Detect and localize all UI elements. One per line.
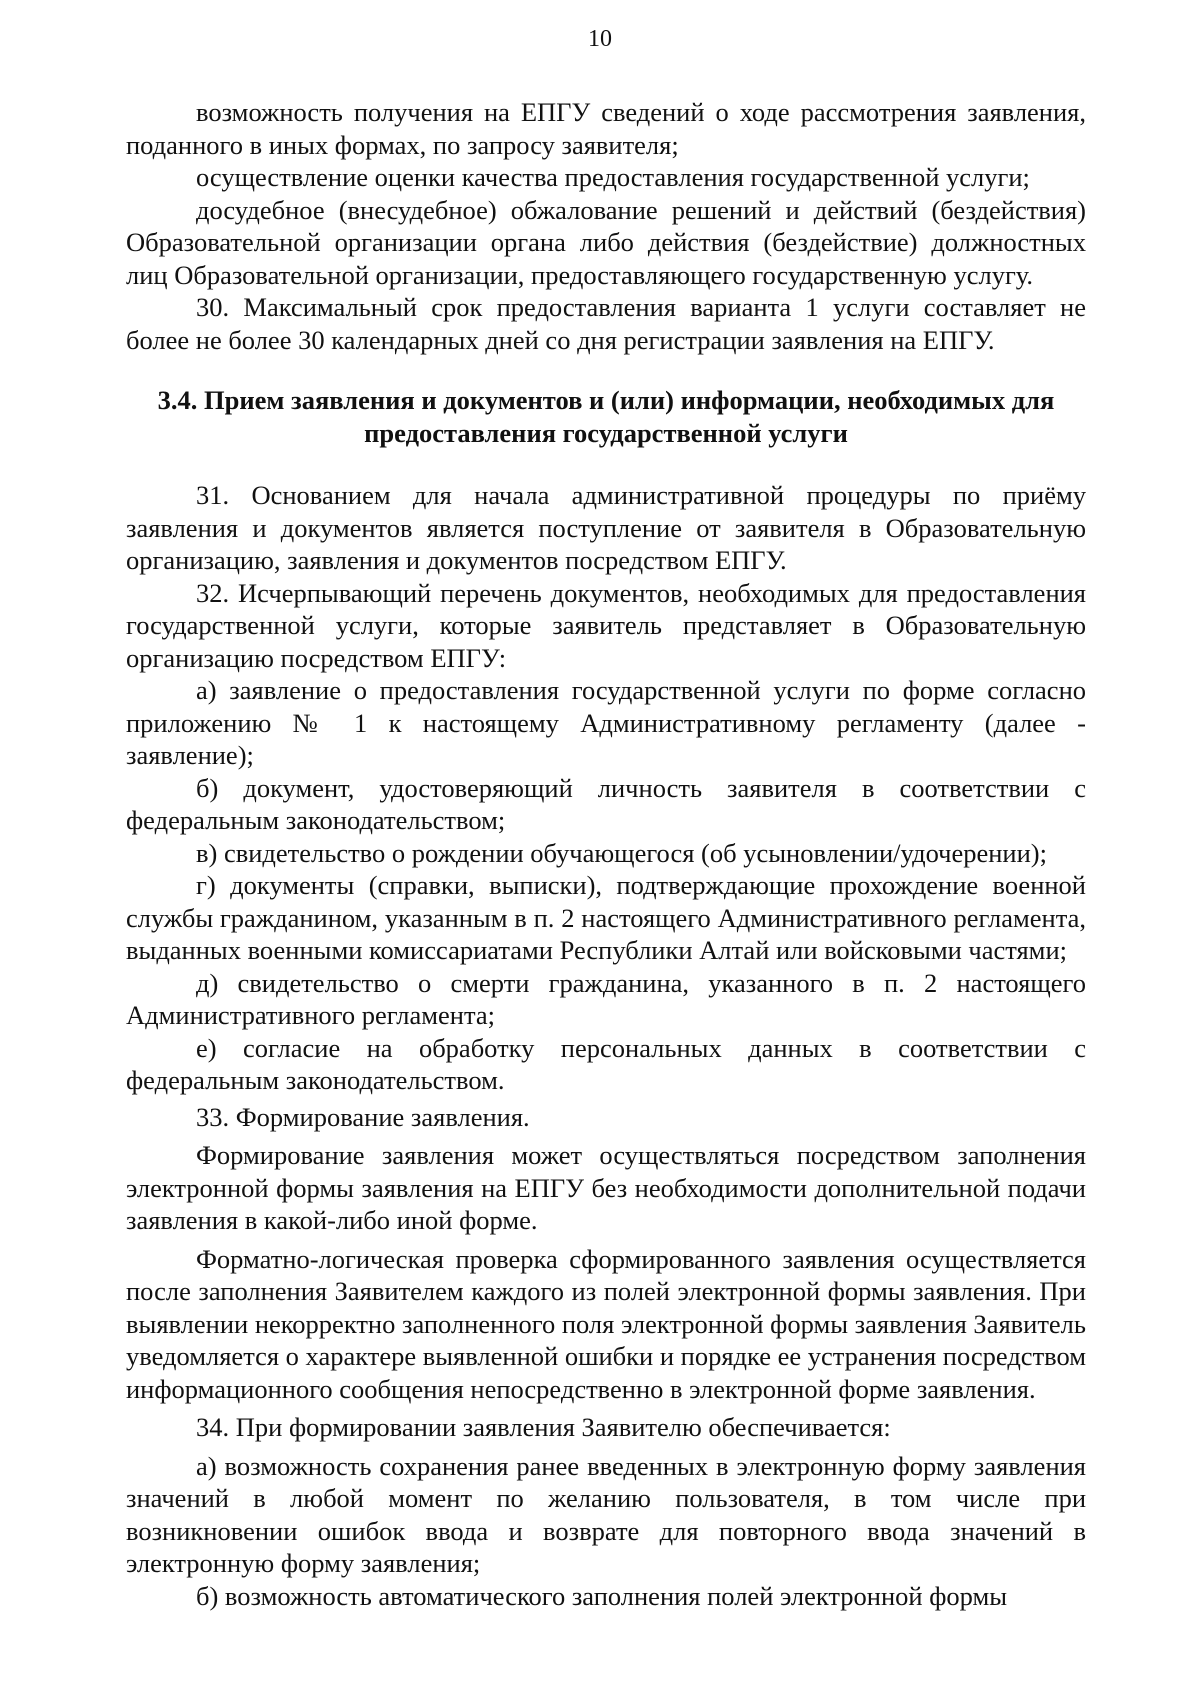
list-item: в) свидетельство о рождении обучающегося (об усыновлении/удочерении); <box>196 837 1047 868</box>
list-item: а) заявление о предоставления государственной услуги по форме согласно приложению № 1 к настоящему Административному регламенту (далее - заявление); <box>126 675 1086 770</box>
list-item: б) возможность автоматического заполнения полей электронной формы <box>196 1580 1008 1611</box>
list-item: д) свидетельство о смерти гражданина, указанного в п. 2 настоящего Административного регламента; <box>126 967 1086 1030</box>
paragraph: 31. Основанием для начала административной процедуры по приёму заявления и документов является поступление от заявителя в Образовательную организацию, заявления и документов посредством ЕПГУ. <box>126 480 1086 575</box>
paragraph: Форматно-логическая проверка сформированного заявления осуществляется после заполнения Заявителем каждого из полей электронной формы заявления. При выявлении некорректно заполненного поля электронной формы заявления Заявитель уведомляется о характере выявленной ошибки и порядке ее устранения посредством информационного сообщения непосредственно в электронной форме заявления. <box>126 1243 1086 1404</box>
paragraph: возможность получения на ЕПГУ сведений о ходе рассмотрения заявления, поданного в иных формах, по запросу заявителя; <box>126 97 1086 160</box>
list-item: г) документы (справки, выписки), подтверждающие прохождение военной службы гражданином, указанным в п. 2 настоящего Административного регламента, выданных военными комиссариатами Республики Алтай или войсковыми частями; <box>126 870 1086 965</box>
paragraph: 33. Формирование заявления. <box>196 1101 530 1132</box>
paragraph: 30. Максимальный срок предоставления варианта 1 услуги составляет не более не более 30 календарных дней со дня регистрации заявления на ЕПГУ. <box>126 292 1086 355</box>
document-body <box>126 96 1086 1612</box>
paragraph: 32. Исчерпывающий перечень документов, необходимых для предоставления государственной услуги, которые заявитель представляет в Образовательную организацию посредством ЕПГУ: <box>126 577 1086 673</box>
paragraph: осуществление оценки качества предоставления государственной услуги; <box>196 162 1030 192</box>
list-item: е) согласие на обработку персональных данных в соответствии с федеральным законодательством. <box>126 1032 1086 1095</box>
list-item: а) возможность сохранения ранее введенных в электронную форму заявления значений в любой момент по желанию пользователя, в том числе при возникновении ошибок ввода и возврате для повторного ввода значений в электронную форму заявления; <box>126 1450 1086 1578</box>
page-number: 10 <box>588 26 612 52</box>
paragraph: Формирование заявления может осуществляться посредством заполнения электронной формы заявления на ЕПГУ без необходимости дополнительной подачи заявления в какой-либо иной форме. <box>126 1140 1086 1235</box>
paragraph: досудебное (внесудебное) обжалование решений и действий (бездействия) Образовательной организации органа либо действия (бездействие) должностных лиц Образовательной организации, предоставляющего государственную услугу. <box>126 194 1086 290</box>
list-item: б) документ, удостоверяющий личность заявителя в соответствии с федеральным законодательством; <box>126 772 1086 835</box>
section-heading: 3.4. Прием заявления и документов и (или) информации, необходимых для предоставления государственной услуги <box>157 385 1055 448</box>
paragraph: 34. При формировании заявления Заявителю обеспечивается: <box>196 1412 891 1442</box>
